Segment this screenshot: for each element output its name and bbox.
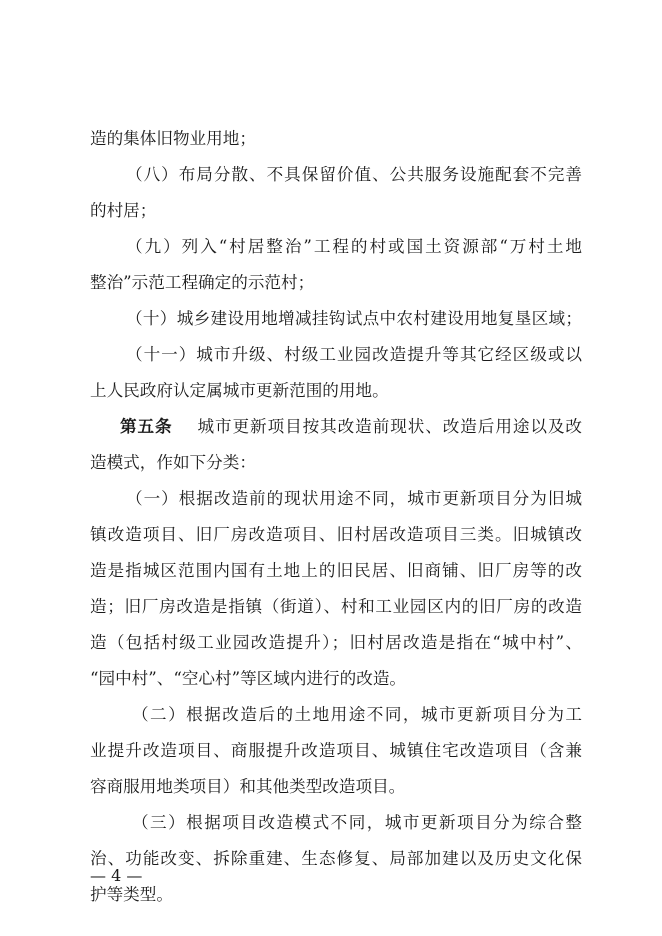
- paragraph-line: 造的集体旧物业用地；: [90, 129, 256, 148]
- paragraph-line: 造（包括村级工业园改造提升）；旧村居改造是指在“城中村”、: [90, 633, 582, 652]
- paragraph-line: 镇改造项目、旧厂房改造项目、旧村居改造项目三类。旧城镇改: [90, 525, 582, 544]
- paragraph-line: 整治”示范工程确定的示范村；: [90, 273, 315, 292]
- paragraph-line: （十一）城市升级、村级工业园改造提升等其它经区级或以: [126, 345, 582, 364]
- paragraph-line: （二）根据改造后的土地用途不同，城市更新项目分为工: [132, 705, 582, 724]
- paragraph-line: 的村居；: [90, 201, 157, 220]
- paragraph-line: “园中村”、“空心村”等区域内进行的改造。: [90, 669, 407, 688]
- paragraph-line: 上人民政府认定属城市更新范围的用地。: [90, 381, 389, 400]
- document-body: [90, 121, 582, 913]
- article-heading-line: [90, 409, 582, 445]
- paragraph-line: （九）列入“村居整治”工程的村或国土资源部“万村土地: [126, 237, 582, 256]
- article-number: 第五条: [120, 417, 173, 436]
- paragraph-line: 业提升改造项目、商服提升改造项目、城镇住宅改造项目（含兼: [90, 741, 582, 760]
- paragraph-line: 治、功能改变、拆除重建、生态修复、局部加建以及历史文化保: [90, 849, 582, 868]
- paragraph-line: 容商服用地类项目）和其他类型改造项目。: [90, 777, 406, 796]
- paragraph-line: 造是指城区范围内国有土地上的旧民居、旧商铺、旧厂房等的改: [90, 561, 582, 580]
- paragraph-line: （八）布局分散、不具保留价值、公共服务设施配套不完善: [126, 165, 582, 184]
- paragraph-line: （十）城乡建设用地增减挂钩试点中农村建设用地复垦区域；: [126, 309, 582, 328]
- paragraph-line: （一）根据改造前的现状用途不同，城市更新项目分为旧城: [126, 489, 582, 508]
- page-number: — 4 —: [90, 866, 143, 885]
- paragraph-line: 护等类型。: [90, 885, 173, 904]
- paragraph-line: 造；旧厂房改造是指镇（街道）、村和工业园区内的旧厂房的改造: [90, 597, 582, 616]
- paragraph-line: 造模式，作如下分类：: [90, 453, 256, 472]
- paragraph-line: （三）根据项目改造模式不同，城市更新项目分为综合整: [132, 813, 582, 832]
- article-text: 城市更新项目按其改造前现状、改造后用途以及改: [196, 417, 582, 436]
